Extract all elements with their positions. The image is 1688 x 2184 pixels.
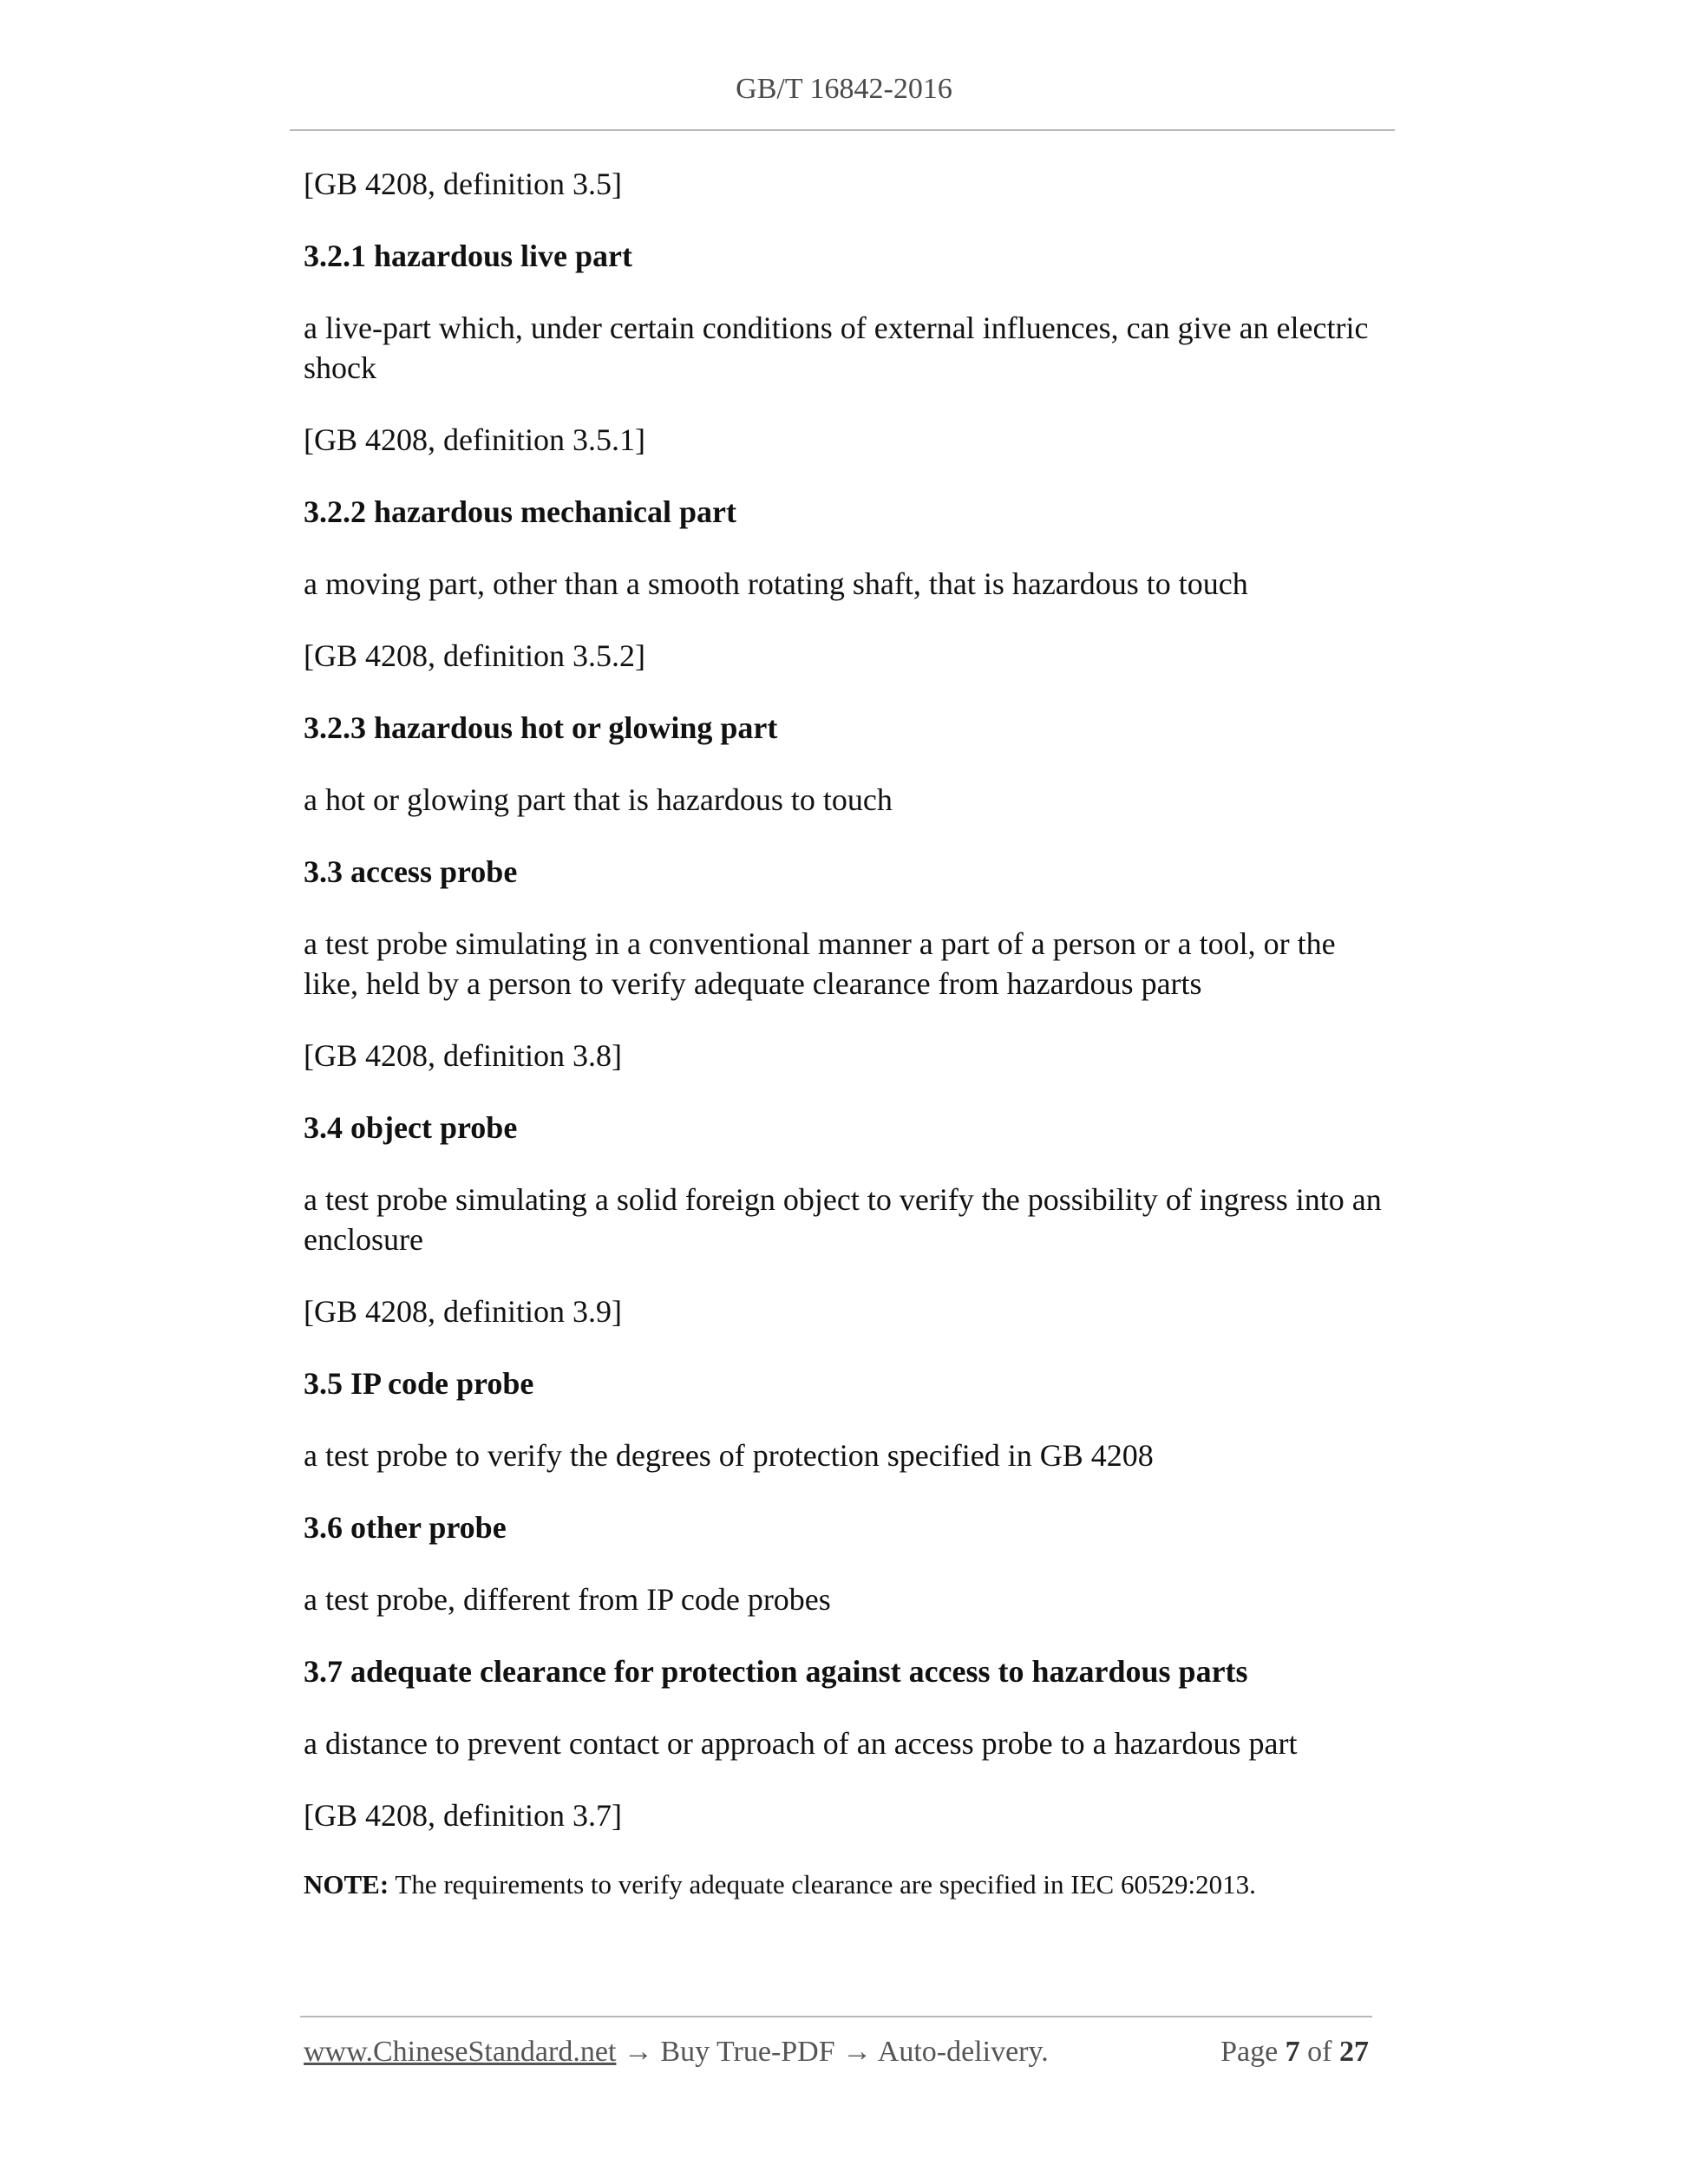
reference-line: [GB 4208, definition 3.7] <box>304 1798 622 1833</box>
note-paragraph <box>304 1867 1388 1902</box>
page-total: 27 <box>1339 2036 1369 2068</box>
term-heading: 3.3 access probe <box>304 854 518 889</box>
footer-promo <box>304 2036 1049 2069</box>
term-heading: 3.5 IP code probe <box>304 1366 534 1401</box>
document-body <box>304 164 1388 1902</box>
definition-text: a test probe simulating a solid foreign object to verify the possibility of ingress into an enclosure <box>304 1182 1382 1257</box>
definition-text: a test probe simulating in a conventional manner a part of a person or a tool, or the like, held by a person to verify adequate clearance from hazardous parts <box>304 926 1336 1001</box>
note-text: The requirements to verify adequate clearance are specified in IEC 60529:2013. <box>389 1869 1256 1900</box>
definition-text: a distance to prevent contact or approach of an access probe to a hazardous part <box>304 1726 1298 1761</box>
term-heading: 3.4 object probe <box>304 1110 518 1145</box>
term-heading: 3.2.3 hazardous hot or glowing part <box>304 710 778 745</box>
page-label: Page <box>1220 2036 1286 2068</box>
page-of-label: of <box>1299 2036 1339 2068</box>
page-indicator <box>1220 2036 1369 2069</box>
term-heading: 3.2.2 hazardous mechanical part <box>304 494 736 529</box>
reference-line: [GB 4208, definition 3.5] <box>304 167 622 201</box>
term-heading: 3.6 other probe <box>304 1510 507 1545</box>
page-number: 7 <box>1285 2036 1300 2068</box>
footer-divider <box>300 2016 1372 2017</box>
definition-text: a test probe to verify the degrees of protection specified in GB 4208 <box>304 1438 1154 1473</box>
definition-text: a hot or glowing part that is hazardous to touch <box>304 782 893 817</box>
term-heading: 3.2.1 hazardous live part <box>304 239 633 273</box>
definition-text: a live-part which, under certain conditions of external influences, can give an electric shock <box>304 311 1369 385</box>
reference-line: [GB 4208, definition 3.8] <box>304 1038 622 1073</box>
definition-text: a moving part, other than a smooth rotating shaft, that is hazardous to touch <box>304 566 1248 601</box>
term-heading: 3.7 adequate clearance for protection against access to hazardous parts <box>304 1654 1248 1689</box>
note-label: NOTE: <box>304 1869 389 1900</box>
website-link[interactable]: www.ChineseStandard.net <box>304 2036 617 2068</box>
definition-text: a test probe, different from IP code probes <box>304 1582 831 1617</box>
footer-promo-text: → Buy True-PDF → Auto-delivery. <box>616 2036 1049 2068</box>
document-header-title: GB/T 16842-2016 <box>736 73 952 105</box>
header-divider <box>290 129 1395 131</box>
reference-line: [GB 4208, definition 3.5.1] <box>304 422 645 457</box>
reference-line: [GB 4208, definition 3.5.2] <box>304 638 645 673</box>
reference-line: [GB 4208, definition 3.9] <box>304 1294 622 1329</box>
